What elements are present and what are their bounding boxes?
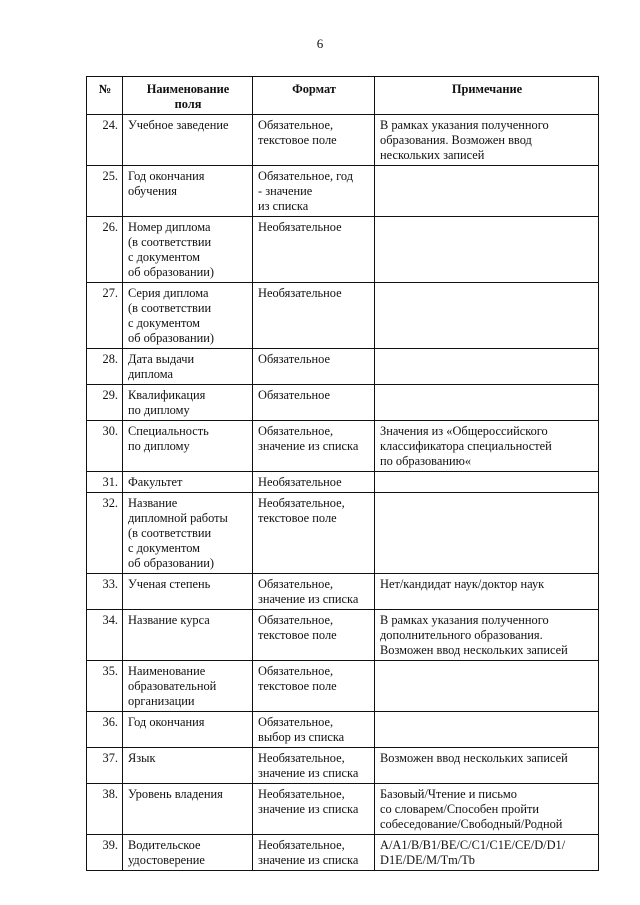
header-note: Примечание xyxy=(375,77,599,115)
format-cell: Необязательное, текстовое поле xyxy=(253,493,375,574)
row-number: 27. xyxy=(87,283,123,349)
row-number: 35. xyxy=(87,661,123,712)
field-name-cell: Факультет xyxy=(123,472,253,493)
format-cell: Обязательное, значение из списка xyxy=(253,421,375,472)
row-number: 33. xyxy=(87,574,123,610)
row-number: 32. xyxy=(87,493,123,574)
table-row xyxy=(87,493,599,574)
note-cell xyxy=(375,349,599,385)
field-name-cell: Квалификация по диплому xyxy=(123,385,253,421)
row-number: 28. xyxy=(87,349,123,385)
field-name-cell: Специальность по диплому xyxy=(123,421,253,472)
table-row xyxy=(87,166,599,217)
field-name-cell: Водительское удостоверение xyxy=(123,835,253,871)
format-cell: Обязательное, значение из списка xyxy=(253,574,375,610)
table-row xyxy=(87,115,599,166)
format-cell: Необязательное, значение из списка xyxy=(253,835,375,871)
format-cell: Необязательное, значение из списка xyxy=(253,784,375,835)
row-number: 24. xyxy=(87,115,123,166)
note-cell xyxy=(375,385,599,421)
table-row xyxy=(87,472,599,493)
format-cell: Обязательное xyxy=(253,349,375,385)
row-number: 36. xyxy=(87,712,123,748)
note-cell: Нет/кандидат наук/доктор наук xyxy=(375,574,599,610)
format-cell: Необязательное xyxy=(253,217,375,283)
header-format: Формат xyxy=(253,77,375,115)
note-cell xyxy=(375,472,599,493)
note-cell: Возможен ввод нескольких записей xyxy=(375,748,599,784)
field-name-cell: Название дипломной работы (в соответствии с документом об образовании) xyxy=(123,493,253,574)
field-name-cell: Дата выдачи диплома xyxy=(123,349,253,385)
table-row xyxy=(87,748,599,784)
field-name-cell: Серия диплома (в соответствии с документом об образовании) xyxy=(123,283,253,349)
header-number: № xyxy=(87,77,123,115)
table-row xyxy=(87,712,599,748)
row-number: 25. xyxy=(87,166,123,217)
note-cell xyxy=(375,661,599,712)
field-name-cell: Название курса xyxy=(123,610,253,661)
fields-table xyxy=(86,76,599,871)
note-cell xyxy=(375,217,599,283)
field-name-cell: Уровень владения xyxy=(123,784,253,835)
format-cell: Необязательное xyxy=(253,472,375,493)
row-number: 30. xyxy=(87,421,123,472)
row-number: 34. xyxy=(87,610,123,661)
row-number: 37. xyxy=(87,748,123,784)
note-cell: Базовый/Чтение и письмо со словарем/Способен пройти собеседование/Свободный/Родной xyxy=(375,784,599,835)
table-row xyxy=(87,349,599,385)
note-cell: A/A1/B/B1/BE/C/C1/C1E/CE/D/D1/ D1E/DE/M/Tm/Tb xyxy=(375,835,599,871)
note-cell: В рамках указания полученного образования. Возможен ввод нескольких записей xyxy=(375,115,599,166)
field-name-cell: Год окончания xyxy=(123,712,253,748)
field-name-cell: Номер диплома (в соответствии с документом об образовании) xyxy=(123,217,253,283)
field-name-cell: Ученая степень xyxy=(123,574,253,610)
format-cell: Необязательное xyxy=(253,283,375,349)
row-number: 31. xyxy=(87,472,123,493)
table-row xyxy=(87,610,599,661)
table-row xyxy=(87,784,599,835)
note-cell xyxy=(375,283,599,349)
table-row xyxy=(87,217,599,283)
field-name-cell: Год окончания обучения xyxy=(123,166,253,217)
field-name-cell: Наименование образовательной организации xyxy=(123,661,253,712)
format-cell: Обязательное, текстовое поле xyxy=(253,661,375,712)
row-number: 26. xyxy=(87,217,123,283)
note-cell: Значения из «Общероссийского классификатора специальностей по образованию« xyxy=(375,421,599,472)
note-cell xyxy=(375,712,599,748)
table-body xyxy=(87,115,599,871)
format-cell: Необязательное, значение из списка xyxy=(253,748,375,784)
row-number: 38. xyxy=(87,784,123,835)
note-cell xyxy=(375,493,599,574)
table-row xyxy=(87,661,599,712)
table-row xyxy=(87,421,599,472)
table-header-row xyxy=(87,77,599,115)
format-cell: Обязательное, выбор из списка xyxy=(253,712,375,748)
format-cell: Обязательное, текстовое поле xyxy=(253,610,375,661)
format-cell: Обязательное, год - значение из списка xyxy=(253,166,375,217)
table-row xyxy=(87,835,599,871)
page-number: 6 xyxy=(316,36,324,51)
note-cell: В рамках указания полученного дополнительного образования. Возможен ввод нескольких записей xyxy=(375,610,599,661)
field-name-cell: Учебное заведение xyxy=(123,115,253,166)
table-row xyxy=(87,574,599,610)
row-number: 29. xyxy=(87,385,123,421)
format-cell: Обязательное, текстовое поле xyxy=(253,115,375,166)
field-name-cell: Язык xyxy=(123,748,253,784)
row-number: 39. xyxy=(87,835,123,871)
table-row xyxy=(87,283,599,349)
header-field-name: Наименование поля xyxy=(123,77,253,115)
note-cell xyxy=(375,166,599,217)
format-cell: Обязательное xyxy=(253,385,375,421)
table-row xyxy=(87,385,599,421)
